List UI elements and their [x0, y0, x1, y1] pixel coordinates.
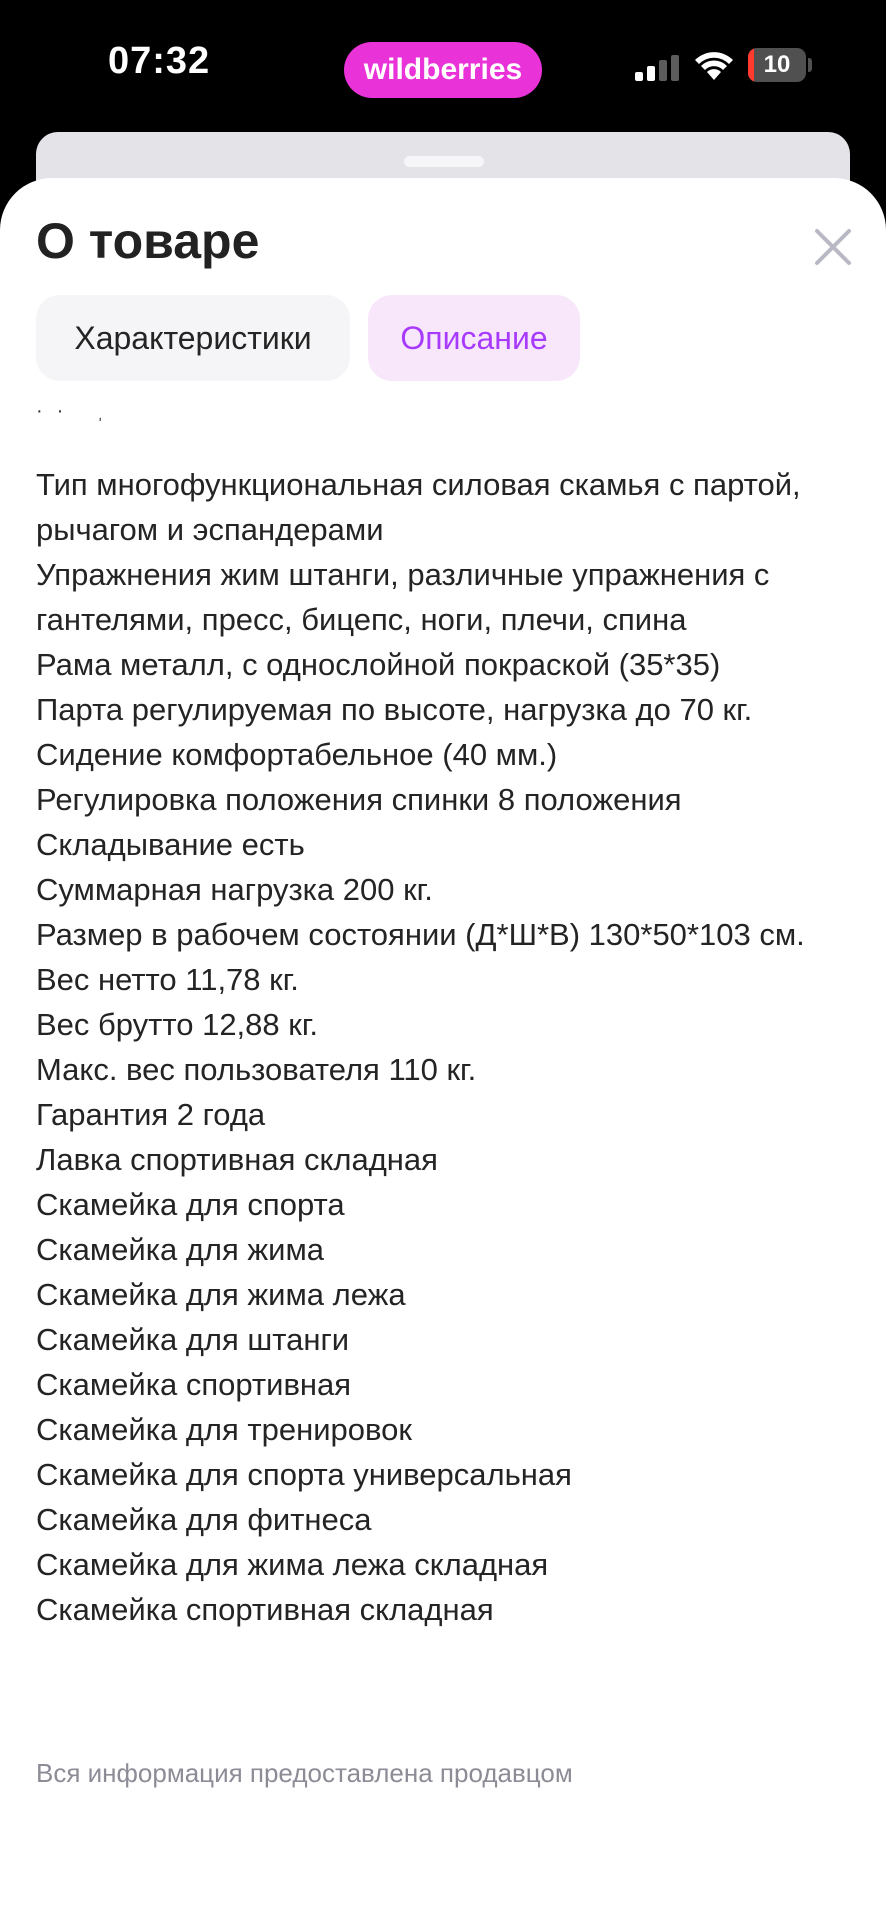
description-line: Вес брутто 12,88 кг.	[36, 1007, 318, 1042]
description-line: Суммарная нагрузка 200 кг.	[36, 872, 433, 907]
description-line: Сидение комфортабельное (40 мм.)	[36, 737, 558, 772]
status-bar	[0, 0, 886, 130]
description-line: Гарантия 2 года	[36, 1097, 266, 1132]
battery-tip	[808, 58, 812, 72]
status-time: 07:32	[108, 40, 211, 82]
description-line: Лавка спортивная складная	[36, 1142, 438, 1177]
brand-pill[interactable]: wildberries	[344, 42, 542, 98]
description-line: Упражнения жим штанги, различные упражнения с гантелями, пресс, бицепс, ноги, плечи, спина	[36, 557, 770, 637]
description-text	[36, 462, 856, 1632]
description-line: Размер в рабочем состоянии (Д*Ш*В) 130*50*103 см.	[36, 917, 805, 952]
tab-characteristics[interactable]: Характеристики	[36, 295, 350, 381]
sheet-title: О товаре	[36, 213, 260, 269]
product-info-sheet	[0, 178, 886, 1920]
description-line: Скамейка для фитнеса	[36, 1502, 372, 1537]
battery-indicator	[748, 48, 806, 82]
seller-info-note: Вся информация предоставлена продавцом	[36, 1758, 573, 1788]
tabs	[36, 295, 580, 381]
description-line: Регулировка положения спинки 8 положения	[36, 782, 682, 817]
description-line: Скамейка для жима лежа	[36, 1277, 406, 1312]
truncated-text-fragment: ·· ˌ	[36, 400, 118, 422]
wifi-icon	[694, 50, 734, 82]
description-line: Парта регулируемая по высоте, нагрузка до 70 кг.	[36, 692, 753, 727]
description-line: Тип многофункциональная силовая скамья с партой, рычагом и эспандерами	[36, 467, 801, 547]
close-icon[interactable]	[808, 222, 858, 272]
description-line: Макс. вес пользователя 110 кг.	[36, 1052, 477, 1087]
description-line: Скамейка для жима лежа складная	[36, 1547, 549, 1582]
description-line: Скамейка для штанги	[36, 1322, 350, 1357]
description-line: Складывание есть	[36, 827, 305, 862]
description-line: Рама металл, с однослойной покраской (35*35)	[36, 647, 721, 682]
description-line: Скамейка для жима	[36, 1232, 325, 1267]
cellular-signal-icon	[635, 55, 681, 81]
description-line: Вес нетто 11,78 кг.	[36, 962, 299, 997]
description-line: Скамейка для тренировок	[36, 1412, 412, 1447]
description-line: Скамейка для спорта универсальная	[36, 1457, 572, 1492]
sheet-drag-handle[interactable]	[404, 156, 484, 167]
description-line: Скамейка спортивная	[36, 1367, 352, 1402]
description-line: Скамейка для спорта	[36, 1187, 345, 1222]
battery-level: 10	[763, 51, 791, 78]
tab-description[interactable]: Описание	[368, 295, 580, 381]
description-line: Скамейка спортивная складная	[36, 1592, 494, 1627]
